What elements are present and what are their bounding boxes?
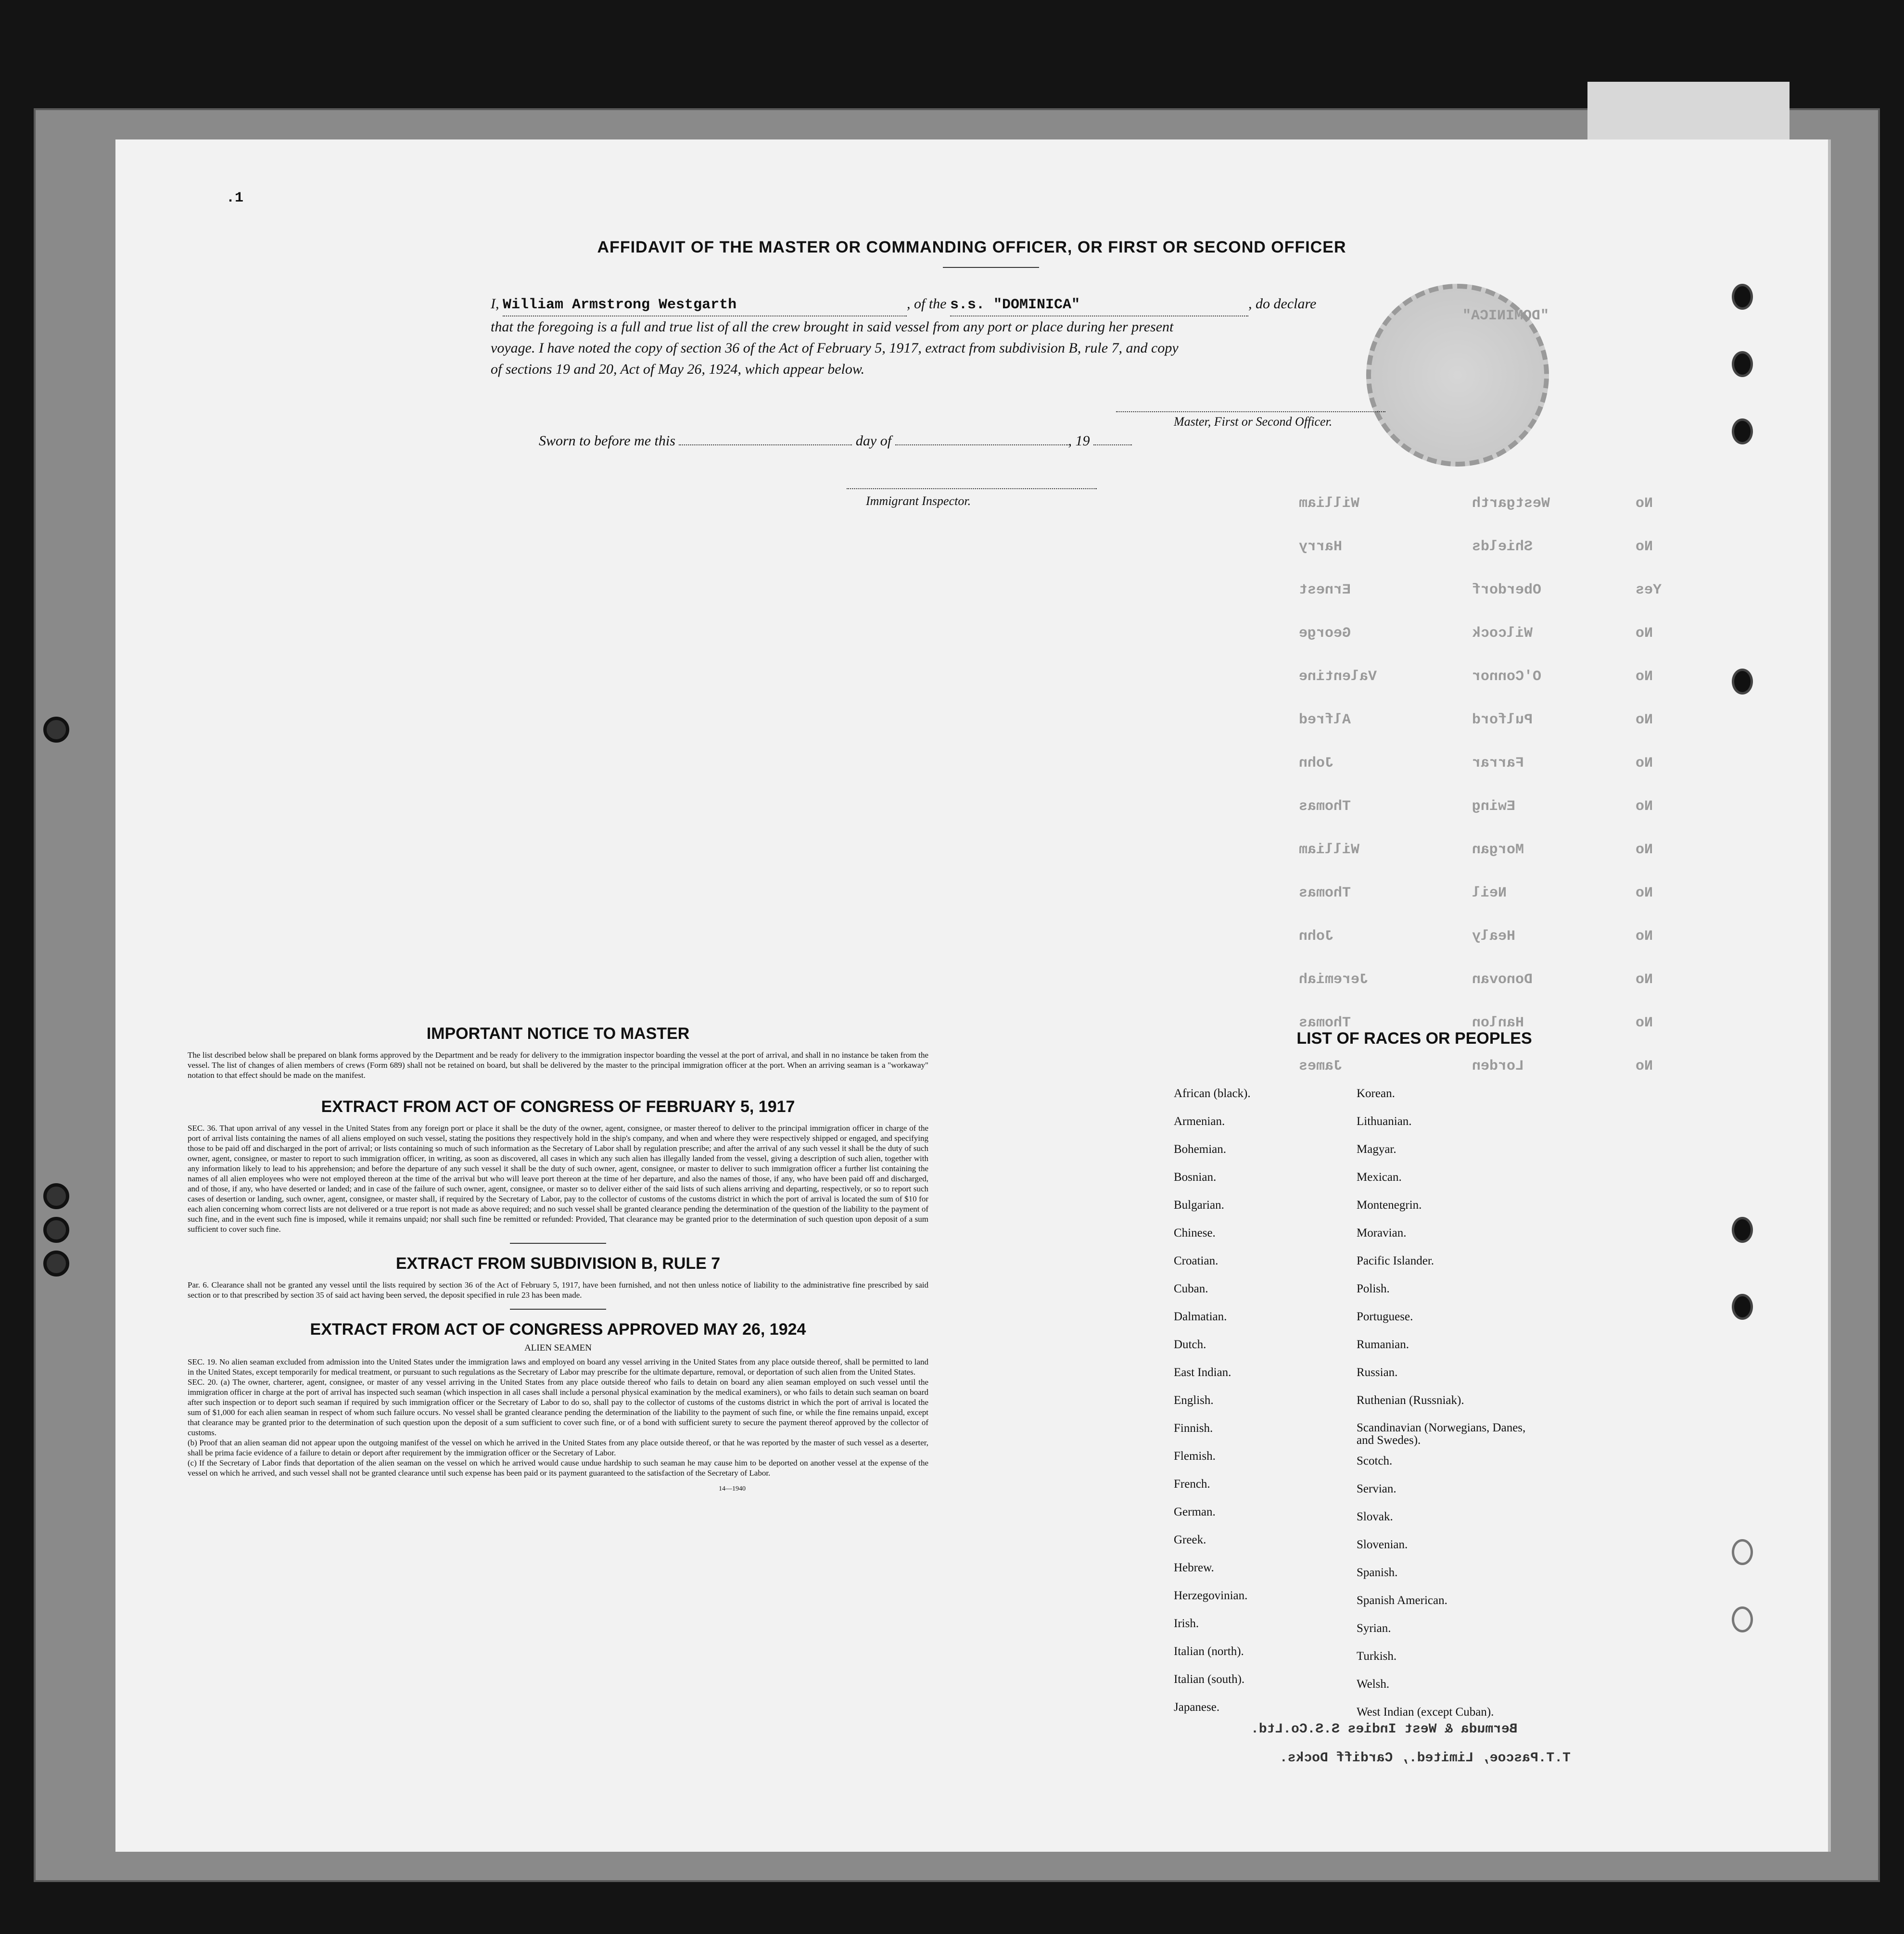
bleed-through-status: No (1636, 1058, 1653, 1074)
binder-ring (43, 1251, 69, 1277)
bleed-through-status: No (1636, 972, 1653, 988)
inspector-line (847, 488, 1097, 490)
bleed-through-surname: Ewing (1472, 798, 1516, 815)
rule7-text: Par. 6. Clearance shall not be granted any vessel until the lists required by section 36 of the Act of February 5, 1917, have been furnished, and not then unless notice of liability to the administrative fine prescribed by said section or to that prescribed by section 35 of said act having been served, the deposit specified in rule 23 has been made. (188, 1280, 928, 1300)
legal-notices-column (188, 1024, 928, 1494)
bleed-through-given: John (1299, 755, 1334, 771)
bleed-through-given: William (1299, 495, 1360, 512)
bleed-through-status: No (1636, 755, 1653, 771)
bleed-through-footer-line1: Bermuda & West Indies S.S.Co.Ltd. (1251, 1722, 1518, 1737)
race-item: Flemish. (1174, 1450, 1216, 1463)
races-title: LIST OF RACES OR PEOPLES (1296, 1029, 1532, 1048)
extract-1917-text: SEC. 36. That upon arrival of any vessel in the United States from any foreign port or place it shall be the duty of the owner, agent, consignee, or master thereof to deliver to the principal immigration officer in charge of the port of arrival lists containing the names of all aliens employed on such vessel, stating the positions they respectively hold in the ship's company, and when and where they were respectively shipped or engaged, and specifying those to be paid off and discharged in the port of arrival; or lists containing so much of such information as the Secretary of Labor shall by regulation prescribe; and after the arrival of any such vessel it shall be the duty of such owner, agent, consignee, or master to report to such immigration officer, in writing, as soon as discovered, all cases in which any such alien has illegally landed from the vessel, giving a description of such alien, together with any information likely to lead to his apprehension; and before the departure of any such vessel it shall be the duty of such owner, agent, consignee, or master to deliver to such immigration officer a further list containing the names of all alien employees who were not employed thereon at the time of the arrival but who will leave port thereon at the time of her departure, and also the names of those, if any, who have been paid off and discharged, and of those, if any, who have deserted or landed; and in case of the failure of such owner, agent, consignee, or master so to deliver either of the said lists of such aliens arriving and departing, respectively, or so to report such cases of desertion or landing, such owner, agent, consignee, or master shall, if required by the Secretary of Labor, pay to the collector of customs of the customs district in which the port of arrival is located the sum of $10 for each alien concerning whom correct lists are not delivered or a true report is not made as above required; and no such vessel shall be granted clearance pending the determination of the question of the liability to the payment of such fine, and in the event such fine is imposed, while it remains unpaid; nor shall such fine be remitted or refunded: Provided, That clearance may be granted prior to the determination of such question upon deposit of a sum sufficient to cover such fine. (188, 1124, 928, 1234)
do-declare-label: , do declare (1248, 296, 1317, 312)
affidavit-title: AFFIDAVIT OF THE MASTER OR COMMANDING OFFICER, OR FIRST OR SECOND OFFICER (597, 238, 1346, 256)
sworn-label: Sworn to before me this (539, 433, 675, 449)
bleed-through-surname: Farrar (1472, 755, 1524, 771)
race-item: Japanese. (1174, 1701, 1220, 1714)
race-item: Portuguese. (1357, 1310, 1413, 1323)
affidavit-line-4: of sections 19 and 20, Act of May 26, 1924, which appear below. (491, 361, 865, 377)
sec20a-text: SEC. 20. (a) The owner, charterer, agent, consignee, or master of any vessel arriving in the United States from any place outside thereof who fails to detain on board any alien seaman employed on such vessel until the immigration officer in charge at the port of arrival has inspected such seaman (which inspection in all cases shall include a personal physical examination by the medical examiners), or who fails to detain such seaman on board after such inspection or to deport such seaman if required by such immigration officer or the Secretary of Labor to do so, shall pay to the collector of customs of the customs district in which the port of arrival is located the sum of $1,000 for each alien seaman in respect of whom such failure occurs. No vessel shall be granted clearance pending the determination of the liability to the payment of such fine, or while the fine remains unpaid, except that clearance may be granted prior to the determination of such question upon the deposit of a sum sufficient to cover such fine, or of a bond with sufficient surety to secure the payment thereof approved by the collector of customs. (188, 1378, 928, 1437)
race-item: Cuban. (1174, 1282, 1208, 1295)
race-item: Pacific Islander. (1357, 1254, 1434, 1267)
race-item: Moravian. (1357, 1226, 1407, 1239)
bleed-through-surname: Healy (1472, 928, 1516, 945)
bleed-through-given: John (1299, 928, 1334, 945)
section-rule (510, 1243, 606, 1244)
race-item: Servian. (1357, 1482, 1396, 1495)
race-item: Slovenian. (1357, 1538, 1408, 1551)
race-item: East Indian. (1174, 1366, 1231, 1379)
race-item: Polish. (1357, 1282, 1390, 1295)
race-item: Bosnian. (1174, 1171, 1217, 1184)
punch-hole (1732, 1217, 1753, 1243)
notice-text: The list described below shall be prepared on blank forms approved by the Department and be ready for delivery to the immigration inspector boarding the vessel at the port of arrival, and shall in no instance be taken from the vessel. The list of changes of alien members of crews (Form 689) shall not be retained on board, but shall be delivered by the master to the principal immigration officer at the port. When an arriving seaman is a "workaway" notation to that effect should be made on the manifest. (188, 1050, 928, 1080)
affidavit-declaration (491, 293, 1559, 380)
page-number: .1 (226, 190, 244, 206)
race-item: Croatian. (1174, 1254, 1219, 1267)
sworn-month-field (895, 444, 1068, 445)
race-item: French. (1174, 1478, 1210, 1491)
bleed-through-given: Alfred (1299, 712, 1351, 728)
race-item: Finnish. (1174, 1422, 1213, 1435)
race-item: Dutch. (1174, 1338, 1206, 1351)
extract-1924-title: EXTRACT FROM ACT OF CONGRESS APPROVED MAY 26, 1924 (310, 1320, 806, 1339)
bleed-through-surname: Donovan (1472, 972, 1533, 988)
race-item: Slovak. (1357, 1510, 1393, 1523)
bleed-through-status: No (1636, 1015, 1653, 1031)
bleed-through-given: Ernest (1299, 582, 1351, 598)
bleed-through-status: No (1636, 885, 1653, 901)
sworn-line (539, 430, 1132, 452)
year-label: , 19 (1068, 433, 1090, 449)
punch-hole (1732, 351, 1753, 377)
bleed-through-surname: Shields (1472, 539, 1533, 555)
bleed-through-surname: Pulford (1472, 712, 1533, 728)
race-item: Scandinavian (Norwegians, Danes, and Swedes). (1357, 1421, 1526, 1447)
sworn-day-field (679, 444, 852, 445)
race-item: Magyar. (1357, 1143, 1396, 1156)
bleed-through-given: Thomas (1299, 885, 1351, 901)
race-item: Italian (south). (1174, 1673, 1245, 1686)
race-item: Irish. (1174, 1617, 1199, 1630)
sec19-text: SEC. 19. No alien seaman excluded from admission into the United States under the immigration laws and employed on board any vessel arriving in the United States from any place outside thereof, shall be permitted to land in the United States, except temporarily for medical treatment, or pursuant to such regulations as the Secretary of Labor may prescribe for the ultimate departure, removal, or deportation of such alien from the United States. (188, 1357, 928, 1377)
punch-hole (1732, 284, 1753, 310)
inspector-caption: Immigrant Inspector. (866, 494, 971, 508)
extract-1917-title: EXTRACT FROM ACT OF CONGRESS OF FEBRUARY 5, 1917 (321, 1098, 795, 1116)
bleed-through-given: James (1299, 1058, 1343, 1074)
sec20b-text: (b) Proof that an alien seaman did not appear upon the outgoing manifest of the vessel on which he arrived in the United States from any place outside thereof, or that he was reported by the master of such vessel as a deserter, shall be prima facie evidence of a failure to detain or deport after requirement by the immigration officer or the Secretary of Labor. (188, 1438, 928, 1457)
bleed-through-surname: Oberdorf (1472, 582, 1542, 598)
bleed-through-given: Jeremiah (1299, 972, 1369, 988)
bleed-through-vessel: "DOMINICA" (1462, 308, 1549, 324)
section-rule (510, 1309, 606, 1310)
race-item: Korean. (1357, 1087, 1395, 1100)
race-item: Montenegrin. (1357, 1199, 1422, 1212)
race-item: West Indian (except Cuban). (1357, 1706, 1494, 1719)
bleed-through-status: No (1636, 928, 1653, 945)
bleed-through-given: William (1299, 842, 1360, 858)
affidavit-line-2: that the foregoing is a full and true list of all the crew brought in said vessel from any port or place during her present (491, 319, 1174, 335)
document-page (115, 139, 1831, 1852)
bleed-through-status: Yes (1636, 582, 1662, 598)
bleed-through-given: George (1299, 625, 1351, 642)
race-item: Scotch. (1357, 1454, 1393, 1467)
race-item: Herzegovinian. (1174, 1589, 1248, 1602)
bleed-through-surname: Wilcock (1472, 625, 1533, 642)
bleed-through-status: No (1636, 842, 1653, 858)
sec20c-text: (c) If the Secretary of Labor finds that deportation of the alien seaman on the vessel on which he arrived would cause undue hardship to such seaman he may cause him to be deported on another vessel at the expense of the vessel on which he arrived, and such vessel shall not be granted clearance until such expense has been paid or its payment guaranteed to the satisfaction of the Secretary of Labor. (188, 1458, 928, 1478)
form-number: 14—1940 (719, 1485, 746, 1492)
bleed-through-surname: Neil (1472, 885, 1507, 901)
race-item: Hebrew. (1174, 1561, 1214, 1574)
bleed-through-status: No (1636, 539, 1653, 555)
race-item: Ruthenian (Russniak). (1357, 1394, 1464, 1407)
affidavit-line-1 (491, 293, 1559, 316)
race-item: English. (1174, 1394, 1214, 1407)
bleed-through-surname: Hanlon (1472, 1015, 1524, 1031)
race-item: Rumanian. (1357, 1338, 1409, 1351)
bleed-through-surname: Westgarth (1472, 495, 1550, 512)
punch-hole (1732, 1539, 1753, 1565)
punch-hole (1732, 418, 1753, 444)
punch-hole (1732, 1606, 1753, 1632)
race-item: Bohemian. (1174, 1143, 1227, 1156)
bleed-through-status: No (1636, 495, 1653, 512)
vessel-name: s.s. "DOMINICA" (950, 294, 1248, 316)
affidavit-prefix: I, (491, 296, 499, 312)
notice-title: IMPORTANT NOTICE TO MASTER (426, 1024, 690, 1043)
bleed-through-given: Valentine (1299, 669, 1377, 685)
of-the-label: , of the (907, 296, 947, 312)
race-item: Syrian. (1357, 1622, 1391, 1635)
race-item: Lithuanian. (1357, 1115, 1412, 1128)
race-item: Greek. (1174, 1533, 1206, 1546)
race-item: Mexican. (1357, 1171, 1402, 1184)
race-item: Armenian. (1174, 1115, 1225, 1128)
race-item: Spanish. (1357, 1566, 1398, 1579)
bleed-through-status: No (1636, 798, 1653, 815)
bleed-through-status: No (1636, 712, 1653, 728)
signature-caption: Master, First or Second Officer. (1174, 415, 1333, 429)
bleed-through-status: No (1636, 669, 1653, 685)
race-item: Italian (north). (1174, 1645, 1244, 1658)
binder-ring (43, 1217, 69, 1243)
binder-ring (43, 1183, 69, 1209)
title-rule (943, 267, 1039, 268)
bleed-through-surname: Lorden (1472, 1058, 1524, 1074)
day-of-label: day of (855, 433, 892, 449)
race-item: German. (1174, 1505, 1216, 1518)
race-item: Turkish. (1357, 1650, 1397, 1663)
bleed-through-surname: O'Connor (1472, 669, 1542, 685)
master-name: William Armstrong Westgarth (503, 294, 907, 316)
binder-ring (43, 717, 69, 743)
punch-hole (1732, 669, 1753, 695)
affidavit-line-3: voyage. I have noted the copy of section 36 of the Act of February 5, 1917, extract from subdivision B, rule 7, and copy (491, 340, 1179, 356)
punch-hole (1732, 1294, 1753, 1320)
bleed-through-given: Thomas (1299, 1015, 1351, 1031)
race-item: Dalmatian. (1174, 1310, 1227, 1323)
extract-1924-subtitle: ALIEN SEAMEN (524, 1343, 592, 1353)
sworn-year-field (1093, 444, 1132, 445)
bleed-through-status: No (1636, 625, 1653, 642)
race-item: Chinese. (1174, 1226, 1216, 1239)
race-item: Russian. (1357, 1366, 1398, 1379)
bleed-through-surname: Morgan (1472, 842, 1524, 858)
bleed-through-given: Harry (1299, 539, 1343, 555)
race-item: Bulgarian. (1174, 1199, 1224, 1212)
rule7-title: EXTRACT FROM SUBDIVISION B, RULE 7 (395, 1254, 721, 1273)
race-item: African (black). (1174, 1087, 1251, 1100)
bleed-through-footer-line2: T.T.Pascoe, Limited., Cardiff Docks. (1280, 1751, 1571, 1766)
race-item: Welsh. (1357, 1678, 1390, 1691)
bleed-through-given: Thomas (1299, 798, 1351, 815)
race-item: Spanish American. (1357, 1594, 1447, 1607)
